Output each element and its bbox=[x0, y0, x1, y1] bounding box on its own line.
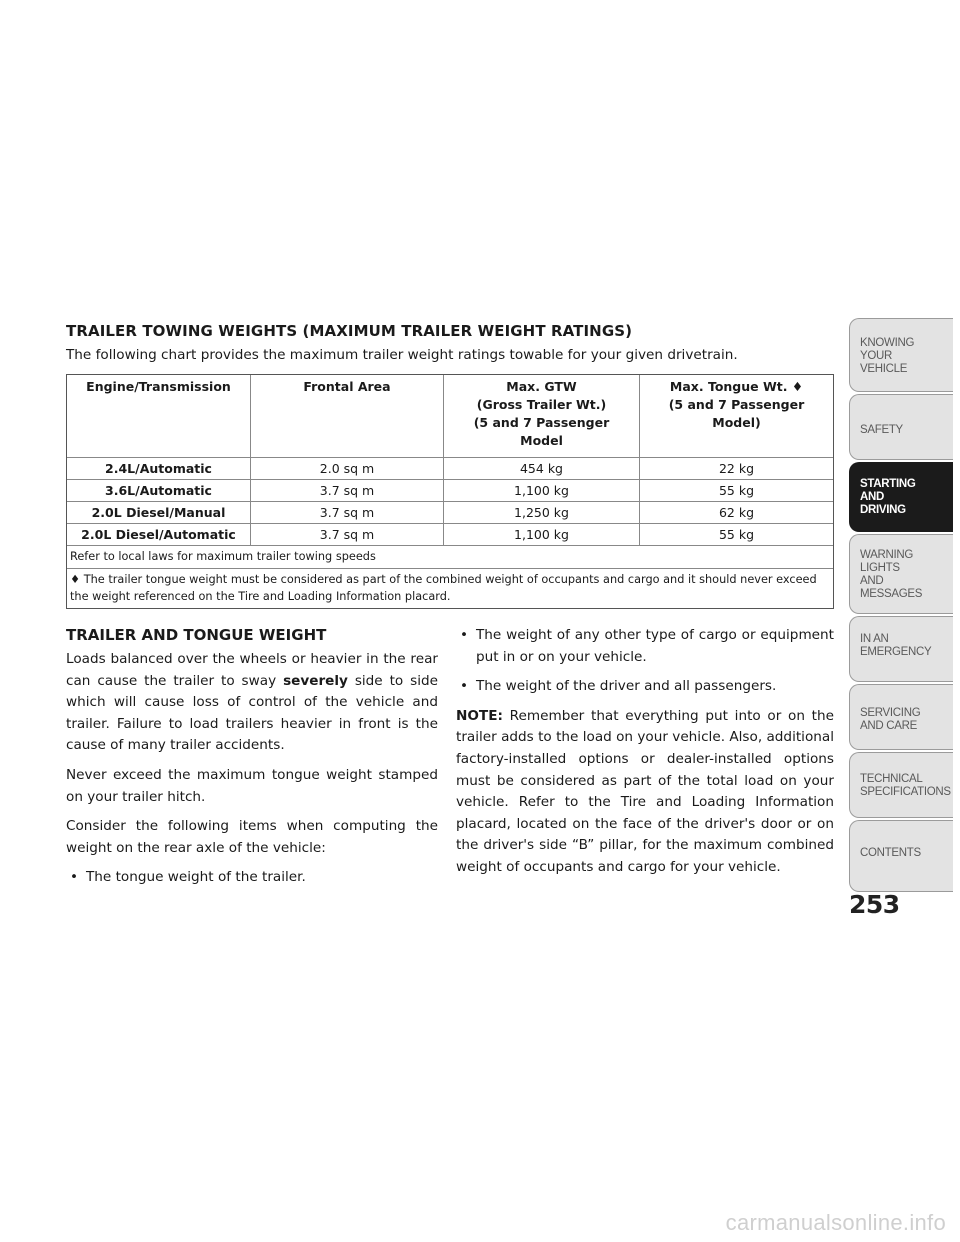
chapter-tabs bbox=[849, 318, 960, 894]
table-row bbox=[67, 501, 833, 523]
cell-frontal-area: 3.7 sq m bbox=[250, 480, 443, 501]
table-note-row bbox=[67, 545, 833, 568]
tab-safety[interactable] bbox=[849, 394, 953, 460]
section-title: TRAILER TOWING WEIGHTS (MAXIMUM TRAILER WEIGHT RATINGS) bbox=[66, 322, 633, 340]
paragraph-text: Loads balanced over the wheels or heavier in the rear can cause the trailer to sway bbox=[66, 651, 438, 689]
cell-max-gtw: 1,250 kg bbox=[443, 502, 639, 523]
cell-frontal-area: 3.7 sq m bbox=[250, 524, 443, 545]
list-item bbox=[456, 625, 834, 668]
bullet-icon: • bbox=[460, 678, 469, 695]
table-note-row bbox=[67, 568, 833, 608]
cell-frontal-area: 2.0 sq m bbox=[250, 458, 443, 479]
cell-max-gtw: 1,100 kg bbox=[443, 524, 639, 545]
header-max-gtw: Max. GTW (Gross Trailer Wt.) (5 and 7 Passenger Model bbox=[443, 375, 639, 457]
table-row bbox=[67, 457, 833, 479]
list-item-text: The tongue weight of the trailer. bbox=[86, 869, 306, 886]
bullet-icon: • bbox=[70, 869, 79, 886]
cell-max-tongue: 62 kg bbox=[639, 502, 833, 523]
list-item bbox=[66, 867, 438, 889]
cell-engine: 3.6L/Automatic bbox=[105, 483, 212, 498]
note-paragraph bbox=[456, 706, 834, 879]
tab-in-an-emergency[interactable] bbox=[849, 616, 953, 682]
list-item-text: The weight of any other type of cargo or equipment put in or on your vehicle. bbox=[476, 627, 834, 665]
cell-engine: 2.4L/Automatic bbox=[105, 461, 212, 476]
cell-frontal-area: 3.7 sq m bbox=[250, 502, 443, 523]
tongue-weight-note: ♦ The trailer tongue weight must be considered as part of the combined weight of occupants and cargo and it should never exceed the weight referenced on the Tire and Loading Information placard. bbox=[70, 573, 817, 603]
tab-label: WARNING LIGHTS AND MESSAGES bbox=[860, 549, 923, 600]
paragraph-tongue-max: Never exceed the maximum tongue weight stamped on your trailer hitch. bbox=[66, 766, 438, 805]
left-column bbox=[66, 625, 438, 897]
note-text: Remember that everything put into or on the trailer adds to the load on your vehicle. Also, additional factory-installed options or dealer-installed options must be considered as part of the total load on your vehicle. Refer to the Tire and Loading Information placard, located on the face of the driver's door or on the driver's side “B” pillar, for the maximum combined weight of occupants and cargo for your vehicle. bbox=[456, 707, 834, 875]
paragraph-sway bbox=[66, 649, 438, 757]
cell-engine: 2.0L Diesel/Manual bbox=[91, 505, 226, 520]
cell-max-gtw: 454 kg bbox=[443, 458, 639, 479]
header-engine-transmission: Engine/Transmission bbox=[86, 379, 231, 394]
tab-label: SAFETY bbox=[860, 424, 903, 436]
tab-label: KNOWING YOUR VEHICLE bbox=[860, 337, 915, 375]
tab-label: CONTENTS bbox=[860, 847, 921, 859]
tab-servicing-and-care[interactable] bbox=[849, 684, 953, 750]
bullet-icon: • bbox=[460, 627, 469, 643]
cell-max-tongue: 55 kg bbox=[639, 480, 833, 501]
paragraph-text: side to side which will cause loss of control of the vehicle and trailer. Failure to load trailers heavier in front is the cause of many trailer accidents. bbox=[66, 672, 438, 754]
cell-max-tongue: 55 kg bbox=[639, 524, 833, 545]
watermark: carmanualsonline.info bbox=[725, 1210, 946, 1235]
page-number: 253 bbox=[849, 890, 900, 919]
paragraph-consider: Consider the following items when computing the weight on the rear axle of the vehicle: bbox=[66, 818, 438, 856]
tab-contents[interactable] bbox=[849, 820, 953, 892]
table-row bbox=[67, 523, 833, 545]
cell-max-gtw: 1,100 kg bbox=[443, 480, 639, 501]
table-header-row bbox=[67, 375, 833, 457]
tab-warning-lights-and-messages[interactable] bbox=[849, 534, 953, 614]
list-item bbox=[456, 676, 834, 698]
tab-knowing-your-vehicle[interactable] bbox=[849, 318, 953, 392]
right-column bbox=[456, 625, 834, 887]
list-item-text: The weight of the driver and all passengers. bbox=[476, 678, 777, 695]
tab-label: IN AN EMERGENCY bbox=[860, 633, 932, 658]
tab-technical-specifications[interactable] bbox=[849, 752, 953, 818]
tab-starting-and-driving[interactable] bbox=[849, 462, 953, 532]
tab-label: SERVICING AND CARE bbox=[860, 707, 921, 732]
header-frontal-area: Frontal Area bbox=[250, 375, 443, 457]
cell-engine: 2.0L Diesel/Automatic bbox=[81, 527, 236, 542]
intro-text: The following chart provides the maximum trailer weight ratings towable for your given drivetrain. bbox=[66, 347, 738, 363]
tab-label: STARTING AND DRIVING bbox=[860, 478, 916, 516]
speed-note: Refer to local laws for maximum trailer towing speeds bbox=[70, 550, 376, 563]
note-label: NOTE: bbox=[456, 707, 503, 724]
header-max-tongue-wt: Max. Tongue Wt. ♦ (5 and 7 Passenger Model) bbox=[639, 375, 833, 457]
towing-weights-table bbox=[66, 374, 834, 609]
table-row bbox=[67, 479, 833, 501]
cell-max-tongue: 22 kg bbox=[639, 458, 833, 479]
subsection-heading: TRAILER AND TONGUE WEIGHT bbox=[66, 626, 327, 644]
emphasis-text: severely bbox=[283, 672, 348, 689]
tab-label: TECHNICAL SPECIFICATIONS bbox=[860, 773, 951, 798]
